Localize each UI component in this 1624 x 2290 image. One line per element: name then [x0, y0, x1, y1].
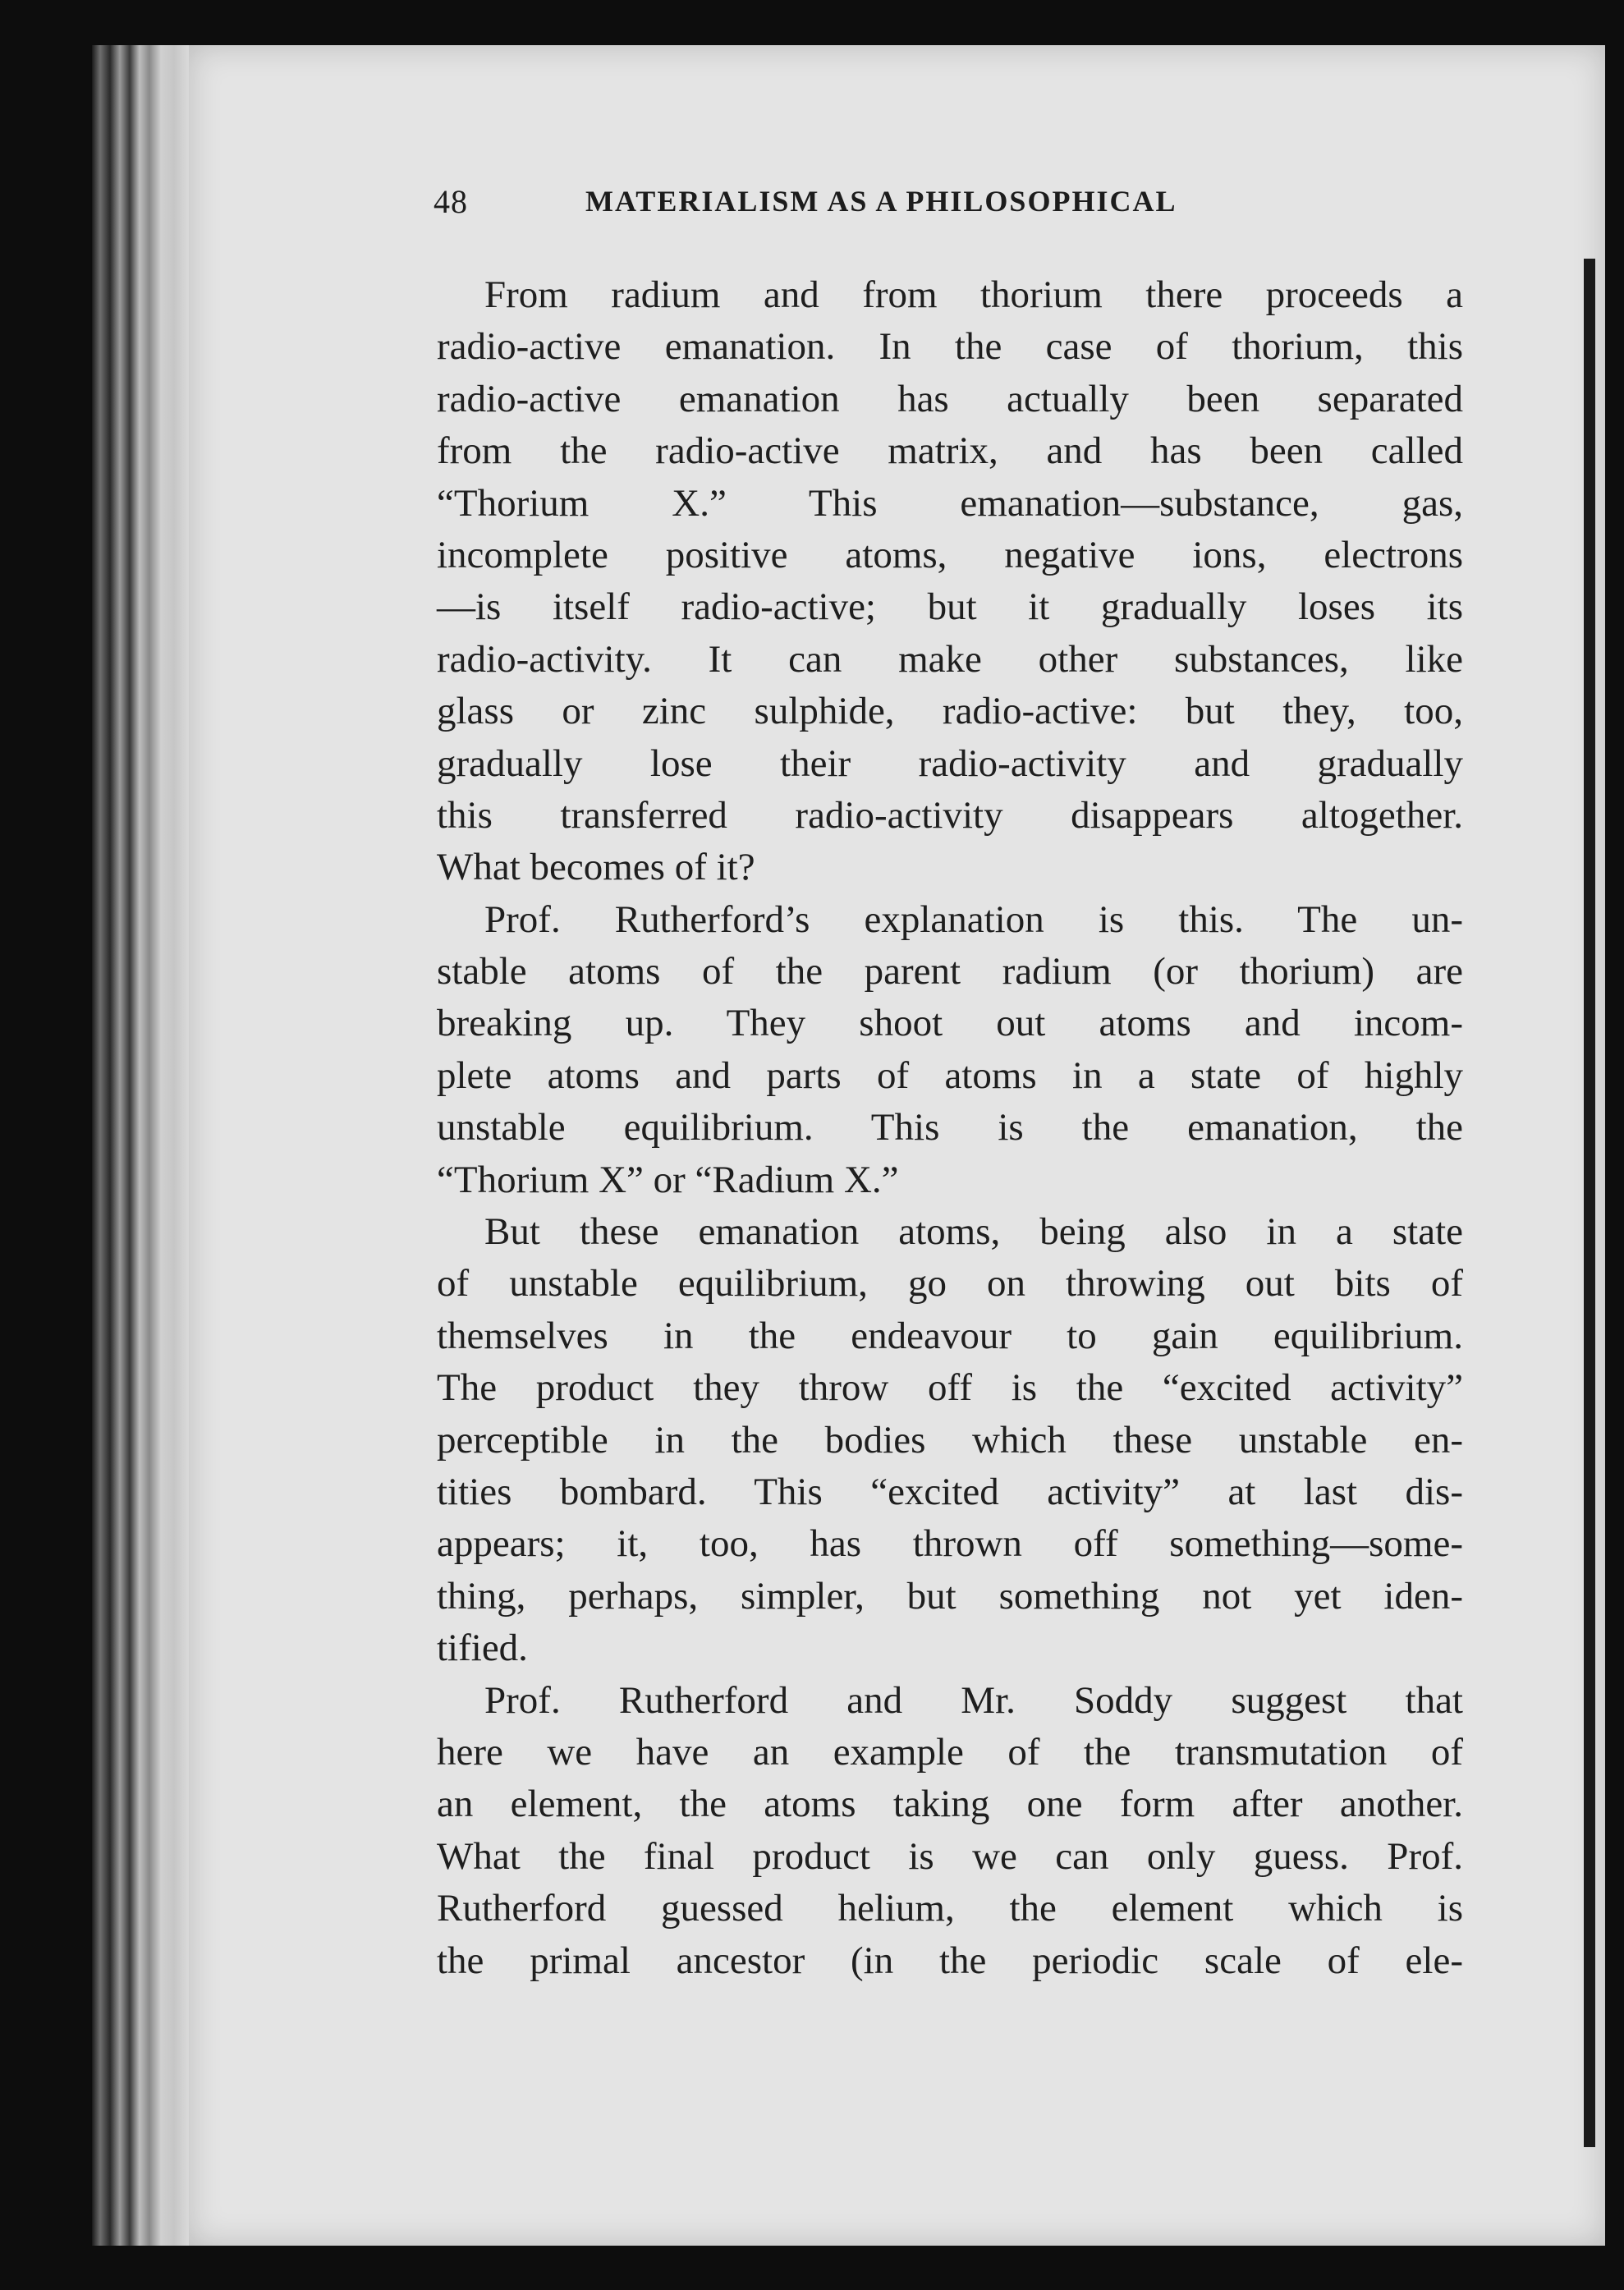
paragraph [437, 894, 1463, 1206]
text-line: from the radio-active matrix, and has been called [437, 429, 1463, 473]
paragraph [437, 269, 1463, 894]
text-line: “Thorium X” or “Radium X.” [437, 1158, 899, 1201]
text-line: thing, perhaps, simpler, but something not yet iden- [437, 1574, 1463, 1618]
running-head-title: MATERIALISM AS A PHILOSOPHICAL [585, 185, 1177, 218]
text-line: From radium and from thorium there proceeds a [484, 273, 1463, 316]
text-line: incomplete positive atoms, negative ions, electrons [437, 533, 1463, 576]
text-line: tities bombard. This “excited activity” at last dis- [437, 1470, 1463, 1513]
body-text [437, 269, 1463, 1987]
text-line: Prof. Rutherford and Mr. Soddy suggest that [484, 1678, 1463, 1722]
page-number: 48 [434, 183, 468, 220]
text-line: radio-active emanation has actually been separated [437, 377, 1463, 420]
text-line: perceptible in the bodies which these unstable en- [437, 1418, 1463, 1462]
text-line: glass or zinc sulphide, radio-active: but they, too, [437, 690, 1463, 733]
text-line: Prof. Rutherford’s explanation is this. The un- [484, 897, 1463, 941]
text-line: radio-active emanation. In the case of thorium, this [437, 325, 1463, 369]
text-line: of unstable equilibrium, go on throwing out bits of [437, 1262, 1463, 1306]
text-line: The product they throw off is the “excited activity” [437, 1366, 1463, 1410]
text-line: themselves in the endeavour to gain equilibrium. [437, 1314, 1463, 1357]
paragraph [437, 1675, 1463, 1987]
text-line: appears; it, too, has thrown off something—some- [437, 1522, 1463, 1566]
text-line: stable atoms of the parent radium (or thorium) are [437, 950, 1463, 994]
page-right-edge [1584, 259, 1595, 2147]
text-line: “Thorium X.” This emanation—substance, gas, [437, 481, 1463, 525]
running-head [434, 182, 1271, 232]
text-line: breaking up. They shoot out atoms and incom- [437, 1002, 1463, 1045]
text-line: Rutherford guessed helium, the element which is [437, 1887, 1463, 1930]
text-line: tified. [437, 1627, 528, 1670]
book-spine-edge [92, 45, 190, 2246]
text-line: this transferred radio-activity disappears altogether. [437, 793, 1463, 837]
text-line: plete atoms and parts of atoms in a state of highly [437, 1053, 1463, 1097]
text-line: unstable equilibrium. This is the emanation, the [437, 1106, 1463, 1150]
text-line: an element, the atoms taking one form after another. [437, 1783, 1463, 1826]
text-line: radio-activity. It can make other substances, like [437, 637, 1463, 681]
text-line: gradually lose their radio-activity and gradually [437, 741, 1463, 785]
paragraph [437, 1206, 1463, 1675]
text-line: But these emanation atoms, being also in a state [484, 1210, 1463, 1254]
text-line: What the final product is we can only guess. Prof. [437, 1834, 1463, 1878]
text-line: What becomes of it? [437, 846, 755, 889]
text-line: the primal ancestor (in the periodic scale of ele- [437, 1939, 1463, 1982]
text-line: here we have an example of the transmutation of [437, 1730, 1463, 1774]
text-line: —is itself radio-active; but it gradually loses its [437, 585, 1463, 629]
